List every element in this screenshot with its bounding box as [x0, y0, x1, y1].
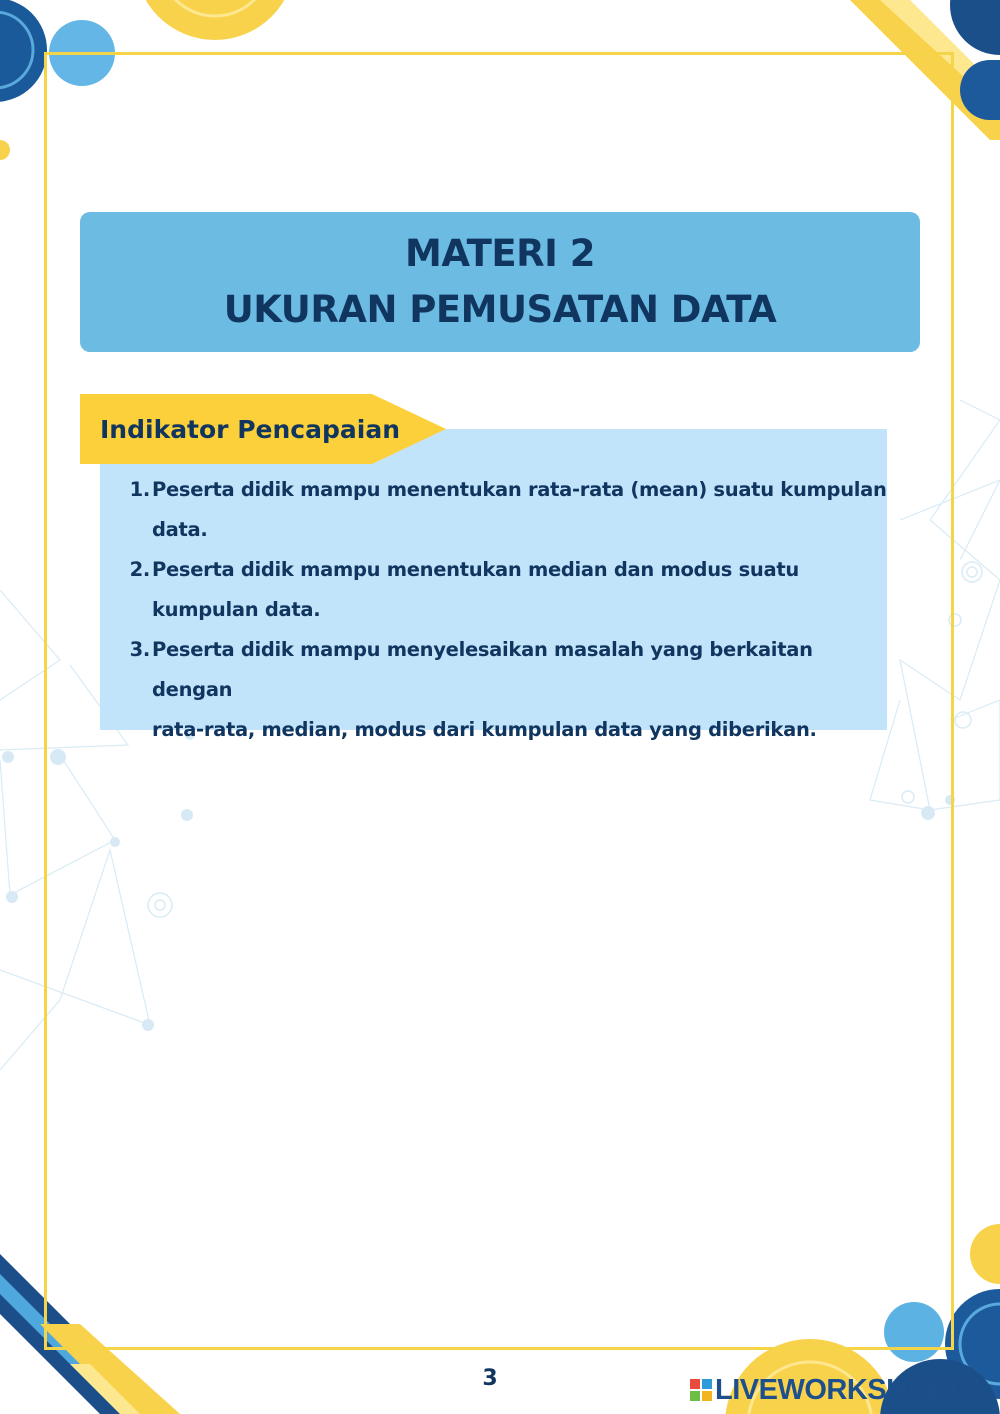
indicator-tab	[80, 394, 446, 464]
title-line-2: UKURAN PEMUSATAN DATA	[223, 288, 777, 331]
list-item-text-line-1: Peserta didik mampu menentukan rata-rata (mean) suatu kumpulan	[152, 478, 887, 501]
list-item-text-line-2: kumpulan data.	[152, 598, 321, 621]
list-item-text-line-2: data.	[152, 518, 208, 541]
list-item	[126, 470, 896, 550]
indicator-label: Indikator Pencapaian	[100, 415, 400, 444]
indicator-list	[126, 470, 896, 750]
list-item-number: 3.	[129, 638, 150, 661]
list-item-text-line-2: rata-rata, median, modus dari kumpulan data yang diberikan.	[152, 718, 817, 741]
list-item-text-line-1: Peserta didik mampu menentukan median dan modus suatu	[152, 558, 799, 581]
page-number: 3	[482, 1366, 498, 1391]
list-item	[126, 630, 896, 750]
liveworksheets-logo	[690, 1374, 980, 1406]
title-banner	[80, 212, 920, 352]
list-item-number: 1.	[129, 478, 150, 501]
logo-text: LIVEWORKSHEETS	[715, 1373, 981, 1406]
list-item-number: 2.	[129, 558, 150, 581]
list-item-text-line-1: Peserta didik mampu menyelesaikan masalah yang berkaitan dengan	[152, 638, 813, 701]
title-line-1: MATERI 2	[405, 232, 595, 275]
logo-squares-icon	[690, 1379, 712, 1401]
list-item	[126, 550, 896, 630]
